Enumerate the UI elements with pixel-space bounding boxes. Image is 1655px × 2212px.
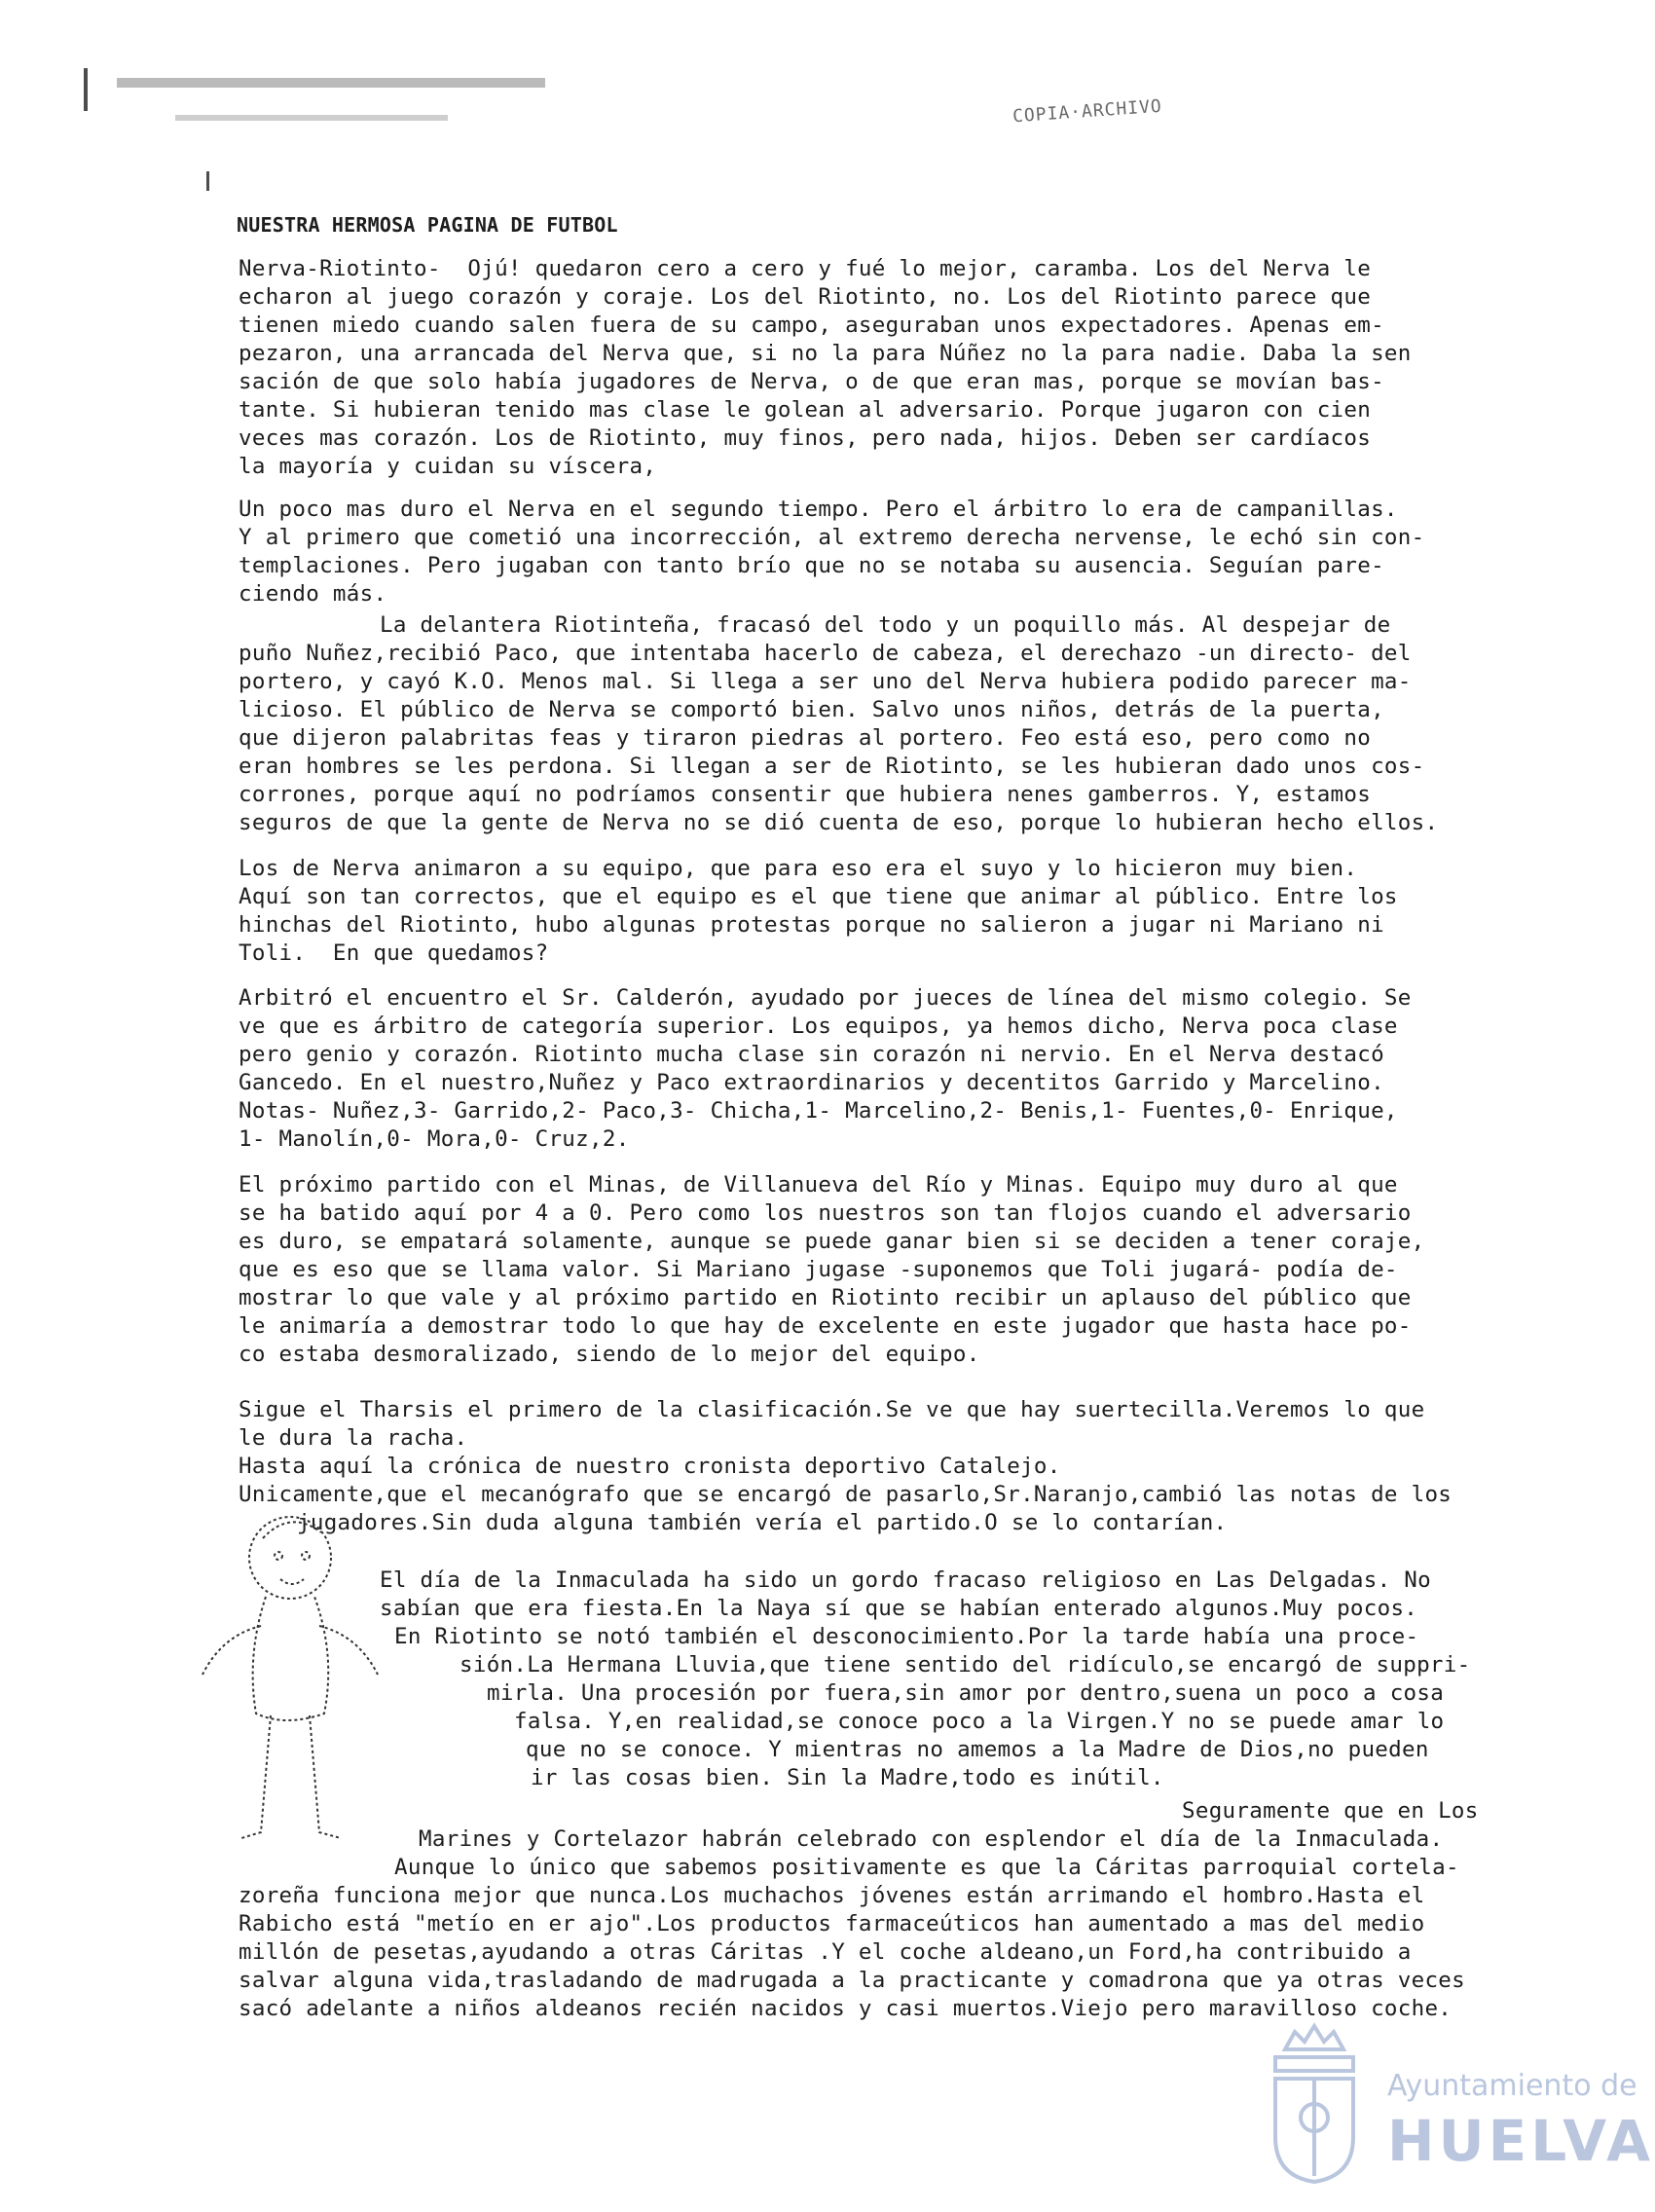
text-line: Hasta aquí la crónica de nuestro cronista deportivo Catalejo. — [239, 1454, 1061, 1479]
page-title: NUESTRA HERMOSA PAGINA DE FUTBOL — [237, 213, 618, 237]
text-line: la mayoría y cuidan su víscera, — [239, 454, 657, 479]
text-line: Seguramente que en Los — [1182, 1798, 1479, 1824]
text-line: sacó adelante a niños aldeanos recién nacidos y casi muertos.Viejo pero maravilloso coche. — [239, 1996, 1453, 2021]
text-line: sabían que era fiesta.En la Naya sí que se habían enterado algunos.Muy pocos. — [380, 1596, 1418, 1621]
text-line: tante. Si hubieran tenido mas clase le golean al adversario. Porque jugaron con cien — [239, 397, 1372, 423]
scan-smudge — [117, 78, 545, 88]
text-line: Sigue el Tharsis el primero de la clasificación.Se ve que hay suertecilla.Veremos lo que — [239, 1397, 1425, 1422]
text-line: Unicamente,que el mecanógrafo que se encargó de pasarlo,Sr.Naranjo,cambió las notas de los — [239, 1482, 1453, 1507]
text-line: ciendo más. — [239, 581, 387, 607]
text-line: eran hombres se les perdona. Si llegan a ser de Riotinto, se les hubieran dado unos cos- — [239, 754, 1425, 779]
text-line: jugadores.Sin duda alguna también vería el partido.O se lo contarían. — [297, 1510, 1228, 1535]
figure-drawing — [173, 1499, 426, 1869]
text-line: le dura la racha. — [239, 1425, 468, 1451]
text-line: El día de la Inmaculada ha sido un gordo fracaso religioso en Las Delgadas. No — [380, 1567, 1431, 1593]
text-line: mostrar lo que vale y al próximo partido en Riotinto recibir un aplauso del público que — [239, 1285, 1412, 1310]
text-line: co estaba desmoralizado, siendo de lo mejor del equipo. — [239, 1342, 980, 1367]
text-line: 1- Manolín,0- Mora,0- Cruz,2. — [239, 1126, 630, 1152]
text-line: veces mas corazón. Los de Riotinto, muy finos, pero nada, hijos. Deben ser cardíacos — [239, 425, 1372, 451]
text-line: mirla. Una procesión por fuera,sin amor por dentro,suena un poco a cosa — [487, 1680, 1445, 1706]
text-line: tienen miedo cuando salen fuera de su campo, aseguraban unos expectadores. Apenas em- — [239, 313, 1384, 338]
text-line: millón de pesetas,ayudando a otras Cáritas .Y el coche aldeano,un Ford,ha contribuido a — [239, 1939, 1412, 1965]
text-line: corrones, porque aquí no podríamos consentir que hubiera nenes gamberros. Y, estamos — [239, 782, 1372, 807]
text-line: que no se conoce. Y mientras no amemos a la Madre de Dios,no pueden — [526, 1737, 1429, 1762]
text-line: echaron al juego corazón y coraje. Los del Riotinto, no. Los del Riotinto parece que — [239, 284, 1372, 310]
logo-line-2: HUELVA — [1387, 2108, 1655, 2174]
text-line: Un poco mas duro el Nerva en el segundo tiempo. Pero el árbitro lo era de campanillas. — [239, 497, 1398, 522]
scan-smudge — [175, 115, 448, 121]
text-line: pero genio y corazón. Riotinto mucha clase sin corazón ni nervio. En el Nerva destacó — [239, 1042, 1384, 1067]
text-line: Marines y Cortelazor habrán celebrado con esplendor el día de la Inmaculada. — [419, 1826, 1444, 1852]
text-line: La delantera Riotinteña, fracasó del todo y un poquillo más. Al despejar de — [380, 612, 1391, 638]
text-line: pezaron, una arrancada del Nerva que, si no la para Núñez no la para nadie. Daba la sen — [239, 341, 1412, 366]
logo-line-1: Ayuntamiento de — [1387, 2069, 1637, 2103]
text-line: ir las cosas bien. Sin la Madre,todo es inútil. — [531, 1765, 1164, 1790]
text-line: Aquí son tan correctos, que el equipo es el que tiene que animar al público. Entre los — [239, 884, 1398, 909]
text-line: zoreña funciona mejor que nunca.Los muchachos jóvenes están arrimando el hombro.Hasta el — [239, 1883, 1425, 1908]
text-line: Notas- Nuñez,3- Garrido,2- Paco,3- Chicha,1- Marcelino,2- Benis,1- Fuentes,0- Enrique, — [239, 1098, 1398, 1124]
text-line: licioso. El público de Nerva se comportó bien. Salvo unos niños, detrás de la puerta, — [239, 697, 1384, 722]
text-line: Nerva-Riotinto- Ojú! quedaron cero a cero y fué lo mejor, caramba. Los del Nerva le — [239, 256, 1372, 281]
text-line: Arbitró el encuentro el Sr. Calderón, ayudado por jueces de línea del mismo colegio. Se — [239, 985, 1412, 1011]
text-line: que dijeron palabritas feas y tiraron piedras al portero. Feo está eso, pero como no — [239, 725, 1372, 751]
text-line: templaciones. Pero jugaban con tanto brío que no se notaba su ausencia. Seguían pare- — [239, 553, 1384, 578]
text-line: ve que es árbitro de categoría superior. Los equipos, ya hemos dicho, Nerva poca clase — [239, 1014, 1398, 1039]
text-line: hinchas del Riotinto, hubo algunas protestas porque no salieron a jugar ni Mariano ni — [239, 912, 1384, 938]
text-line: que es eso que se llama valor. Si Mariano jugase -suponemos que Toli jugará- podía de- — [239, 1257, 1398, 1282]
stamp-text: COPIA·ARCHIVO — [1011, 95, 1163, 128]
text-line: portero, y cayó K.O. Menos mal. Si llega a ser uno del Nerva hubiera podido parecer ma- — [239, 669, 1412, 694]
text-line: Los de Nerva animaron a su equipo, que para eso era el suyo y lo hicieron muy bien. — [239, 856, 1358, 881]
text-line: Y al primero que cometió una incorrección, al extremo derecha nervense, le echó sin con- — [239, 525, 1425, 550]
text-line: Gancedo. En el nuestro,Nuñez y Paco extraordinarios y decentitos Garrido y Marcelino. — [239, 1070, 1384, 1095]
text-line: sación de que solo había jugadores de Nerva, o de que eran mas, porque se movían bas- — [239, 369, 1384, 394]
huelva-logo — [1256, 2010, 1655, 2195]
text-line: Toli. En que quedamos? — [239, 940, 549, 966]
text-line: se ha batido aquí por 4 a 0. Pero como los nuestros son tan flojos cuando el adversario — [239, 1200, 1412, 1226]
text-line: salvar alguna vida,trasladando de madrugada a la practicante y comadrona que ya otras veces — [239, 1968, 1465, 1993]
text-line: Rabicho está "metío en er ajo".Los productos farmaceúticos han aumentado a mas del medio — [239, 1911, 1425, 1936]
scan-mark — [84, 68, 88, 111]
text-line: En Riotinto se notó también el desconocimiento.Por la tarde había una proce- — [394, 1624, 1419, 1649]
text-line: puño Nuñez,recibió Paco, que intentaba hacerlo de cabeza, el derechazo -un directo- del — [239, 641, 1412, 666]
text-line: es duro, se empatará solamente, aunque se puede ganar bien si se deciden a tener coraje, — [239, 1229, 1425, 1254]
text-line: seguros de que la gente de Nerva no se dió cuenta de eso, porque lo hubieran hecho ellos. — [239, 810, 1439, 835]
text-line: El próximo partido con el Minas, de Villanueva del Río y Minas. Equipo muy duro al que — [239, 1172, 1398, 1198]
scan-mark — [206, 171, 209, 191]
text-line: sión.La Hermana Lluvia,que tiene sentido del ridículo,se encargó de suppri- — [460, 1652, 1471, 1677]
coat-of-arms-icon — [1256, 2010, 1373, 2186]
text-line: falsa. Y,en realidad,se conoce poco a la Virgen.Y no se puede amar lo — [514, 1709, 1445, 1734]
text-line: Aunque lo único que sabemos positivamente es que la Cáritas parroquial cortela- — [394, 1855, 1459, 1880]
text-line: le animaría a demostrar todo lo que hay de excelente en este jugador que hasta hace po- — [239, 1313, 1412, 1339]
